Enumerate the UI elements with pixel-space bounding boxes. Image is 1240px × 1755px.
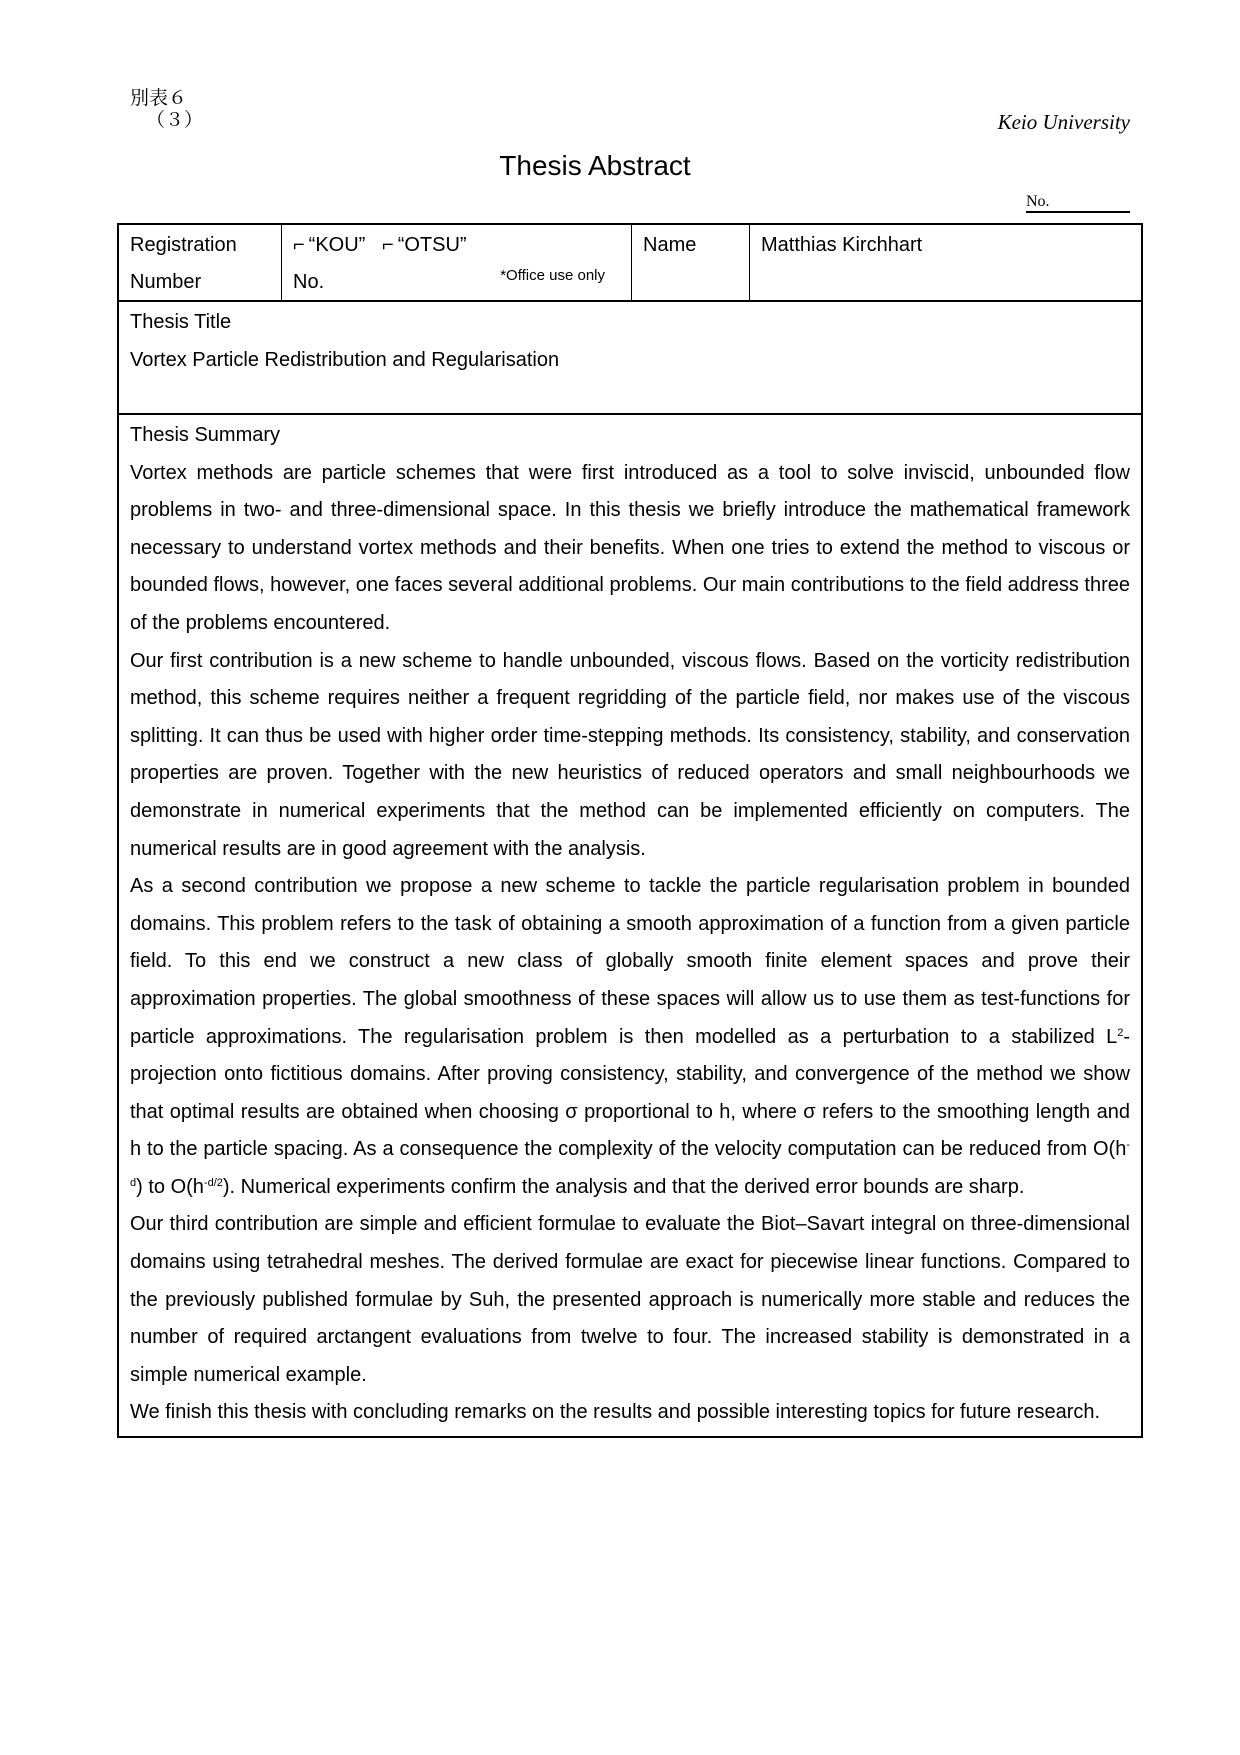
summary-paragraph xyxy=(119,868,1141,1206)
degree-type-options: ⌐ “KOU” ⌐ “OTSU” xyxy=(293,234,467,256)
thesis-summary-row xyxy=(119,415,1141,1436)
form-code-sub: （３） xyxy=(146,110,204,131)
text-run: As a second contribution we propose a new scheme to tackle the particle regularisation problem in bounded domains. This problem refers to the task of obtaining a smooth approximation of a function from a given particle field. To this end we construct a new class of globally smooth finite element spaces and prove their approximation properties. The global smoothness of these spaces will allow us to use them as test-functions for particle approximations. The regularisation problem is then modelled as a perturbation to a stabilized L xyxy=(130,875,1130,1048)
thesis-summary-label: Thesis Summary xyxy=(130,424,281,446)
name-label: Name xyxy=(643,234,697,256)
superscript: 2 xyxy=(1117,1026,1124,1039)
thesis-title-value: Vortex Particle Redistribution and Regularisation xyxy=(130,348,560,371)
office-use-note: *Office use only xyxy=(500,267,605,284)
registration-row xyxy=(119,225,1141,302)
summary-paragraph: Vortex methods are particle schemes that were first introduced as a tool to solve inviscid, unbounded flow problems in two- and three-dimensional space. In this thesis we briefly introduce the mathematical framework necessary to understand vortex methods and their benefits. When one tries to extend the method to viscous or bounded flows, however, one faces several additional problems. Our main contributions to the field address three of the problems encountered. xyxy=(130,461,1130,634)
registration-value-cell xyxy=(282,225,632,300)
superscript: -d xyxy=(130,1139,1130,1189)
summary-paragraph: Our third contribution are simple and efficient formulae to evaluate the Biot–Savart integral on three-dimensional domains using tetrahedral meshes. The derived formulae are exact for piecewise linear functions. Compared to the previously published formulae by Suh, the presented approach is numerically more stable and reduces the number of required arctangent evaluations from twelve to four. The increased stability is demonstrated in a simple numerical example. xyxy=(130,1213,1130,1386)
summary-paragraph: We finish this thesis with concluding remarks on the results and possible interesting topics for future research. xyxy=(130,1401,1101,1424)
page-title: Thesis Abstract xyxy=(499,150,691,181)
document-number-field: No. xyxy=(1026,193,1130,213)
text-run: ). Numerical experiments confirm the analysis and that the derived error bounds are sharp. xyxy=(222,1175,1025,1198)
summary-paragraph: Our first contribution is a new scheme to handle unbounded, viscous flows. Based on the vorticity redistribution method, this scheme requires neither a frequent regridding of the particle field, nor makes use of the viscous splitting. It can thus be used with higher order time-stepping methods. Its consistency, stability, and conservation properties are proven. Together with the new heuristics of reduced operators and small neighbourhoods we demonstrate in numerical experiments that the method can be implemented efficiently on computers. The numerical results are in good agreement with the analysis. xyxy=(130,649,1130,860)
form-code xyxy=(130,88,203,132)
registration-label: Registration xyxy=(130,234,237,256)
number-label: Number xyxy=(130,271,202,293)
registration-no-label: No. xyxy=(293,271,325,293)
form-code-label: 別表６ xyxy=(130,88,188,109)
thesis-title-row xyxy=(119,302,1141,415)
text-run: -projection onto fictitious domains. After proving consistency, stability, and convergence of the method we show that optimal results are obtained when choosing σ proportional to h, where σ refers to the smoothing length and h to the particle spacing. As a consequence the complexity of the velocity computation can be reduced from O(h xyxy=(130,1025,1130,1161)
name-value-cell xyxy=(750,225,1141,300)
thesis-title-label: Thesis Title xyxy=(130,311,232,333)
superscript: -d/2 xyxy=(203,1176,223,1189)
author-name: Matthias Kirchhart xyxy=(761,234,923,256)
name-label-cell xyxy=(632,225,750,300)
university-name: Keio University xyxy=(997,110,1130,134)
text-run: ) to O(h xyxy=(136,1175,204,1198)
abstract-form-table xyxy=(117,223,1143,1438)
registration-label-cell xyxy=(119,225,282,300)
